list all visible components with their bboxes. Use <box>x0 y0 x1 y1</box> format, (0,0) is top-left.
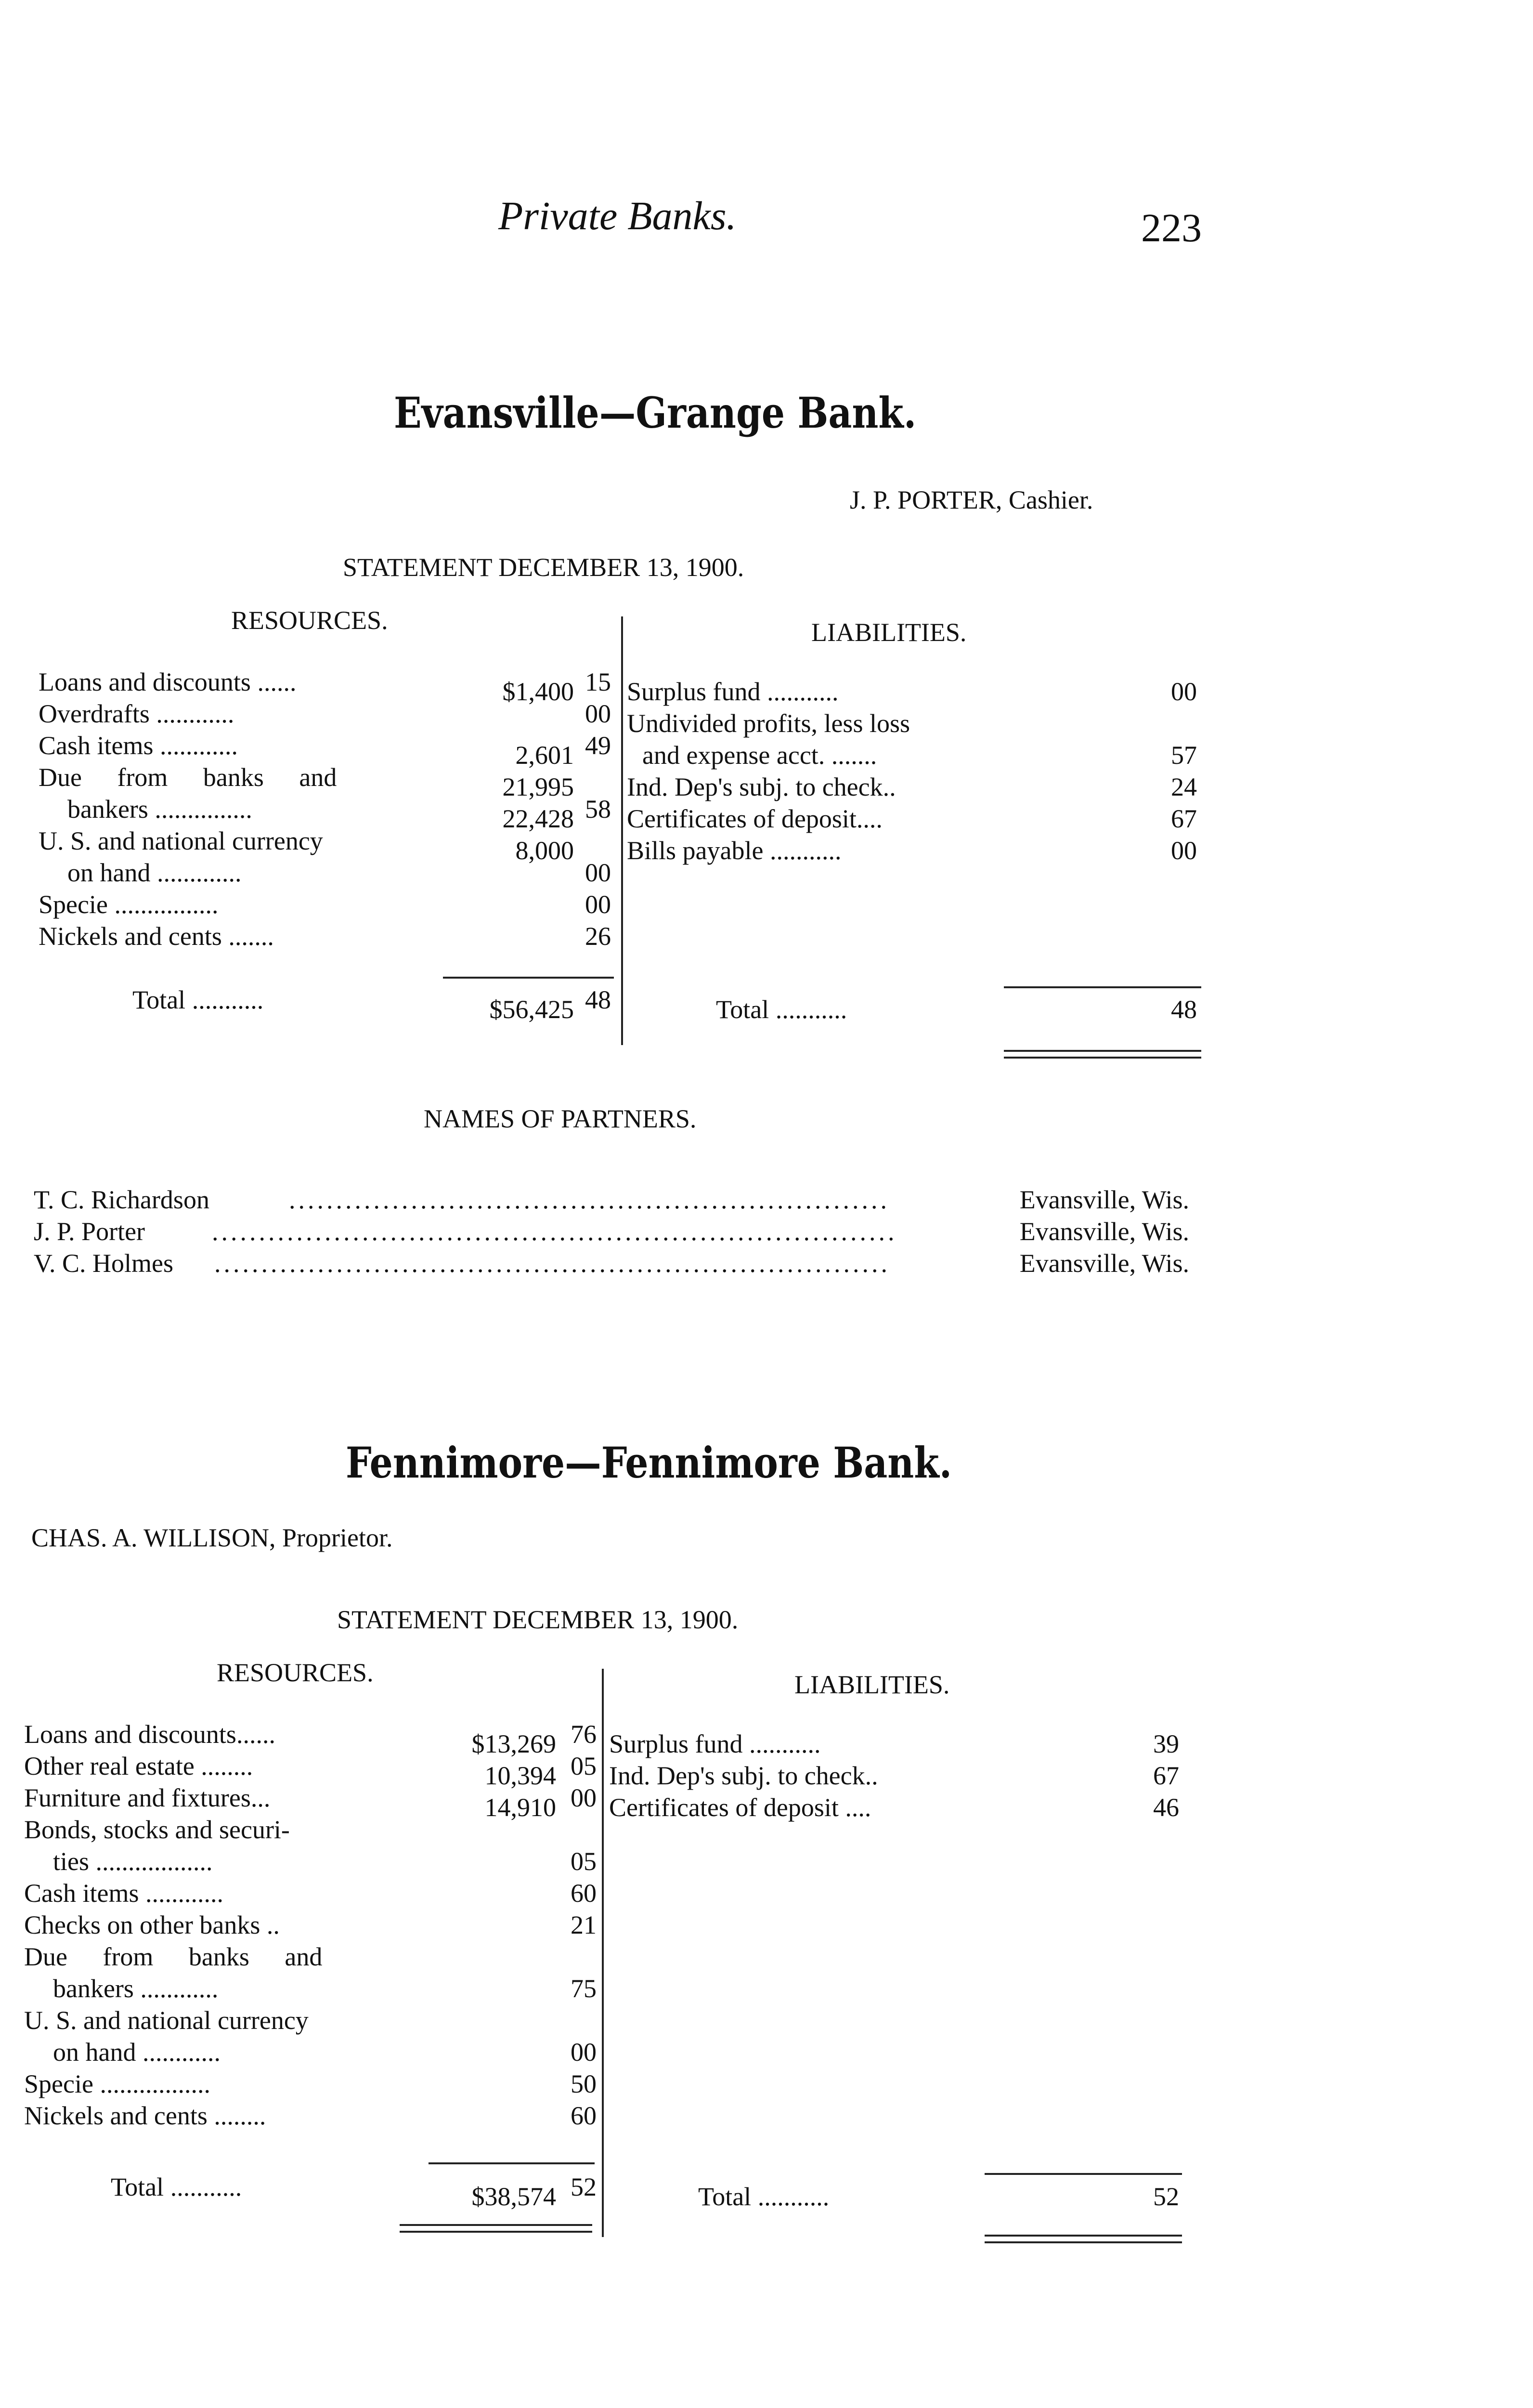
row-label: Specie ................. <box>24 2069 210 2098</box>
row-cents: 60 <box>571 2101 597 2130</box>
double-rule <box>985 2235 1182 2237</box>
row-cents: 50 <box>571 2069 597 2098</box>
partners-heading: NAMES OF PARTNERS. <box>424 1104 697 1133</box>
row-label: Cash items ............ <box>24 1879 223 1908</box>
row-dollars: 10,394 <box>484 1761 556 1790</box>
row-label: U. S. and national currency <box>24 2006 309 2035</box>
column-divider <box>602 1669 604 2237</box>
row-label: on hand ............ <box>53 2038 221 2067</box>
bank-title: Fennimore—Fennimore Bank. <box>346 1438 952 1488</box>
liabilities-heading: LIABILITIES. <box>794 1670 950 1699</box>
leader-dots: ........................................................................ <box>214 1249 890 1278</box>
row-cents: 24 <box>1171 772 1197 801</box>
partner-row <box>34 1217 1189 1248</box>
row-label: bankers ............ <box>53 1974 219 2003</box>
statement-date: STATEMENT DECEMBER 13, 1900. <box>337 1605 739 1634</box>
row-label: U. S. and national currency <box>39 826 323 855</box>
total-label: Total ........... <box>111 2172 242 2201</box>
row-cents: 00 <box>585 858 611 887</box>
double-rule <box>400 2231 592 2233</box>
bank-officer: J. P. PORTER, Cashier. <box>850 485 1093 514</box>
row-cents: 21 <box>571 1911 597 1939</box>
row-label: Cash items ............ <box>39 731 238 760</box>
total-rule <box>429 2162 595 2164</box>
total-dollars: $38,574 <box>471 2182 556 2211</box>
bank-officer: CHAS. A. WILLISON, Proprietor. <box>31 1523 393 1552</box>
row-label: Certificates of deposit .... <box>609 1793 871 1822</box>
resource-row <box>39 762 424 794</box>
row-label: Surplus fund ........... <box>609 1729 821 1758</box>
row-cents: 49 <box>585 731 611 760</box>
row-label: Bonds, stocks and securi- <box>24 1815 290 1844</box>
row-cents: 39 <box>1153 1729 1179 1758</box>
row-label: Nickels and cents ........ <box>24 2101 266 2130</box>
total-rule <box>1004 986 1201 988</box>
row-label: Loans and discounts...... <box>24 1720 275 1749</box>
row-cents: 05 <box>571 1847 597 1876</box>
row-label: Overdrafts ............ <box>39 699 234 728</box>
row-cents: 00 <box>571 2038 597 2067</box>
resources-heading: RESOURCES. <box>231 606 388 635</box>
row-label: Undivided profits, less loss <box>627 709 910 738</box>
leader-dots: ................................................................ <box>289 1185 890 1214</box>
row-dollars: $13,269 <box>471 1729 556 1758</box>
partner-name: V. C. Holmes <box>34 1249 174 1278</box>
running-title: Private Banks. <box>498 194 737 238</box>
total-label: Total ........... <box>698 2182 830 2211</box>
partner-place: Evansville, Wis. <box>1019 1217 1189 1246</box>
row-label: Furniture and fixtures... <box>24 1783 271 1812</box>
double-rule <box>1004 1050 1201 1052</box>
row-label: Due from banks and <box>39 763 337 792</box>
row-cents: 05 <box>571 1752 597 1780</box>
total-rule <box>985 2173 1182 2175</box>
column-divider <box>621 616 623 1045</box>
page-number: 223 <box>1141 206 1202 250</box>
row-cents: 58 <box>585 795 611 824</box>
row-cents: 46 <box>1153 1793 1179 1822</box>
row-cents: 67 <box>1153 1761 1179 1790</box>
row-label: Surplus fund ........... <box>627 677 839 706</box>
row-dollars: 2,601 <box>515 741 574 770</box>
row-label: Ind. Dep's subj. to check.. <box>627 772 896 801</box>
row-cents: 00 <box>1171 677 1197 706</box>
row-label: ties .................. <box>53 1847 213 1876</box>
statement-date: STATEMENT DECEMBER 13, 1900. <box>343 553 744 582</box>
resources-heading: RESOURCES. <box>217 1658 374 1687</box>
row-dollars: 22,428 <box>502 804 574 833</box>
total-label: Total ........... <box>716 995 847 1024</box>
row-label: Ind. Dep's subj. to check.. <box>609 1761 878 1790</box>
row-label: Nickels and cents ....... <box>39 922 274 951</box>
bank-title: Evansville—Grange Bank. <box>394 388 917 438</box>
row-dollars: 21,995 <box>502 772 574 801</box>
row-cents: 57 <box>1171 741 1197 770</box>
row-dollars: 8,000 <box>515 836 574 865</box>
double-rule <box>400 2224 592 2226</box>
row-dollars: 14,910 <box>484 1793 556 1822</box>
row-cents: 00 <box>585 890 611 919</box>
row-label: bankers ............... <box>67 795 252 824</box>
row-dollars: $1,400 <box>502 677 574 706</box>
row-label: Bills payable ........... <box>627 836 842 865</box>
row-cents: 15 <box>585 667 611 696</box>
row-cents: 00 <box>585 699 611 728</box>
row-cents: 60 <box>571 1879 597 1908</box>
total-cents: 48 <box>1171 995 1197 1024</box>
total-rule <box>443 977 614 979</box>
partner-row <box>34 1248 1189 1280</box>
partner-place: Evansville, Wis. <box>1019 1185 1189 1214</box>
row-label: on hand ............. <box>67 858 242 887</box>
row-cents: 67 <box>1171 804 1197 833</box>
double-rule <box>1004 1057 1201 1059</box>
total-cents: 52 <box>1153 2182 1179 2211</box>
row-label: Loans and discounts ...... <box>39 667 297 696</box>
row-label: Due from banks and <box>24 1942 323 1971</box>
row-label: Checks on other banks .. <box>24 1911 280 1939</box>
total-cents: 48 <box>585 985 611 1014</box>
total-label: Total ........... <box>132 985 264 1014</box>
total-cents: 52 <box>571 2172 597 2201</box>
total-dollars: $56,425 <box>489 995 574 1024</box>
row-cents: 75 <box>571 1974 597 2003</box>
double-rule <box>985 2241 1182 2243</box>
leader-dots: ......................................................................... <box>212 1217 897 1246</box>
partner-place: Evansville, Wis. <box>1019 1249 1189 1278</box>
row-cents: 76 <box>571 1720 597 1749</box>
partner-name: J. P. Porter <box>34 1217 145 1246</box>
row-label: Certificates of deposit.... <box>627 804 883 833</box>
row-cents: 00 <box>571 1783 597 1812</box>
partner-name: T. C. Richardson <box>34 1185 209 1214</box>
row-label: and expense acct. ....... <box>642 741 877 770</box>
partner-row <box>34 1185 1189 1217</box>
row-cents: 00 <box>1171 836 1197 865</box>
row-label: Specie ................ <box>39 890 219 919</box>
liabilities-heading: LIABILITIES. <box>811 618 967 647</box>
row-label: Other real estate ........ <box>24 1752 253 1780</box>
row-cents: 26 <box>585 922 611 951</box>
